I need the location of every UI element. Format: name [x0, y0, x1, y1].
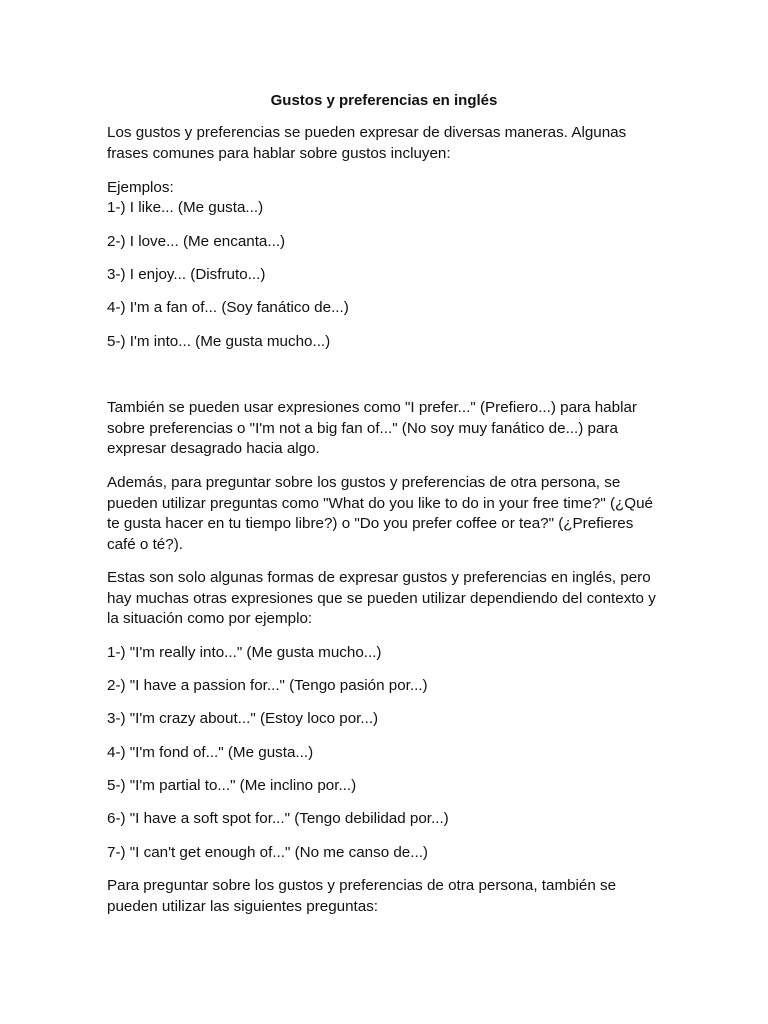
more-example-item-5: 5-) "I'm partial to..." (Me inclino por...): [107, 777, 357, 794]
example-item-1: 1-) I like... (Me gusta...): [107, 199, 264, 216]
example-item-5: 5-) I'm into... (Me gusta mucho...): [107, 333, 331, 350]
examples-heading: Ejemplos:: [107, 179, 174, 196]
document-title: Gustos y preferencias en inglés: [270, 92, 498, 109]
more-example-item-3: 3-) "I'm crazy about..." (Estoy loco por...): [107, 710, 379, 727]
more-example-item-1: 1-) "I'm really into..." (Me gusta mucho...): [107, 644, 382, 661]
more-example-item-4: 4-) "I'm fond of..." (Me gusta...): [107, 744, 314, 761]
intro-paragraph: Los gustos y preferencias se pueden expresar de diversas maneras. Algunas frases comunes para hablar sobre gustos incluyen:: [107, 124, 627, 162]
example-item-2: 2-) I love... (Me encanta...): [107, 233, 286, 250]
example-item-3: 3-) I enjoy... (Disfruto...): [107, 266, 266, 283]
example-item-4: 4-) I'm a fan of... (Soy fanático de...): [107, 299, 349, 316]
preferences-paragraph: También se pueden usar expresiones como "I prefer..." (Prefiero...) para hablar sobre preferencias o "I'm not a big fan of..." (No soy muy fanático de...) para expresar desagrado hacia algo.: [107, 399, 637, 458]
more-example-item-7: 7-) "I can't get enough of..." (No me canso de...): [107, 844, 428, 861]
closing-paragraph: Para preguntar sobre los gustos y preferencias de otra persona, también se pueden utilizar las siguientes preguntas:: [107, 877, 617, 915]
more-example-item-2: 2-) "I have a passion for..." (Tengo pasión por...): [107, 677, 428, 694]
more-expressions-paragraph: Estas son solo algunas formas de expresar gustos y preferencias en inglés, pero hay muchas otras expresiones que se pueden utilizar dependiendo del contexto y la situación como por ejemplo:: [107, 569, 656, 628]
questions-paragraph: Además, para preguntar sobre los gustos y preferencias de otra persona, se pueden utilizar preguntas como "What do you like to do in your free time?" (¿Qué te gusta hacer en tu tiempo libre?) o "Do you prefer coffee or tea?" (¿Prefieres café o té?).: [107, 474, 654, 553]
more-example-item-6: 6-) "I have a soft spot for..." (Tengo debilidad por...): [107, 810, 449, 827]
